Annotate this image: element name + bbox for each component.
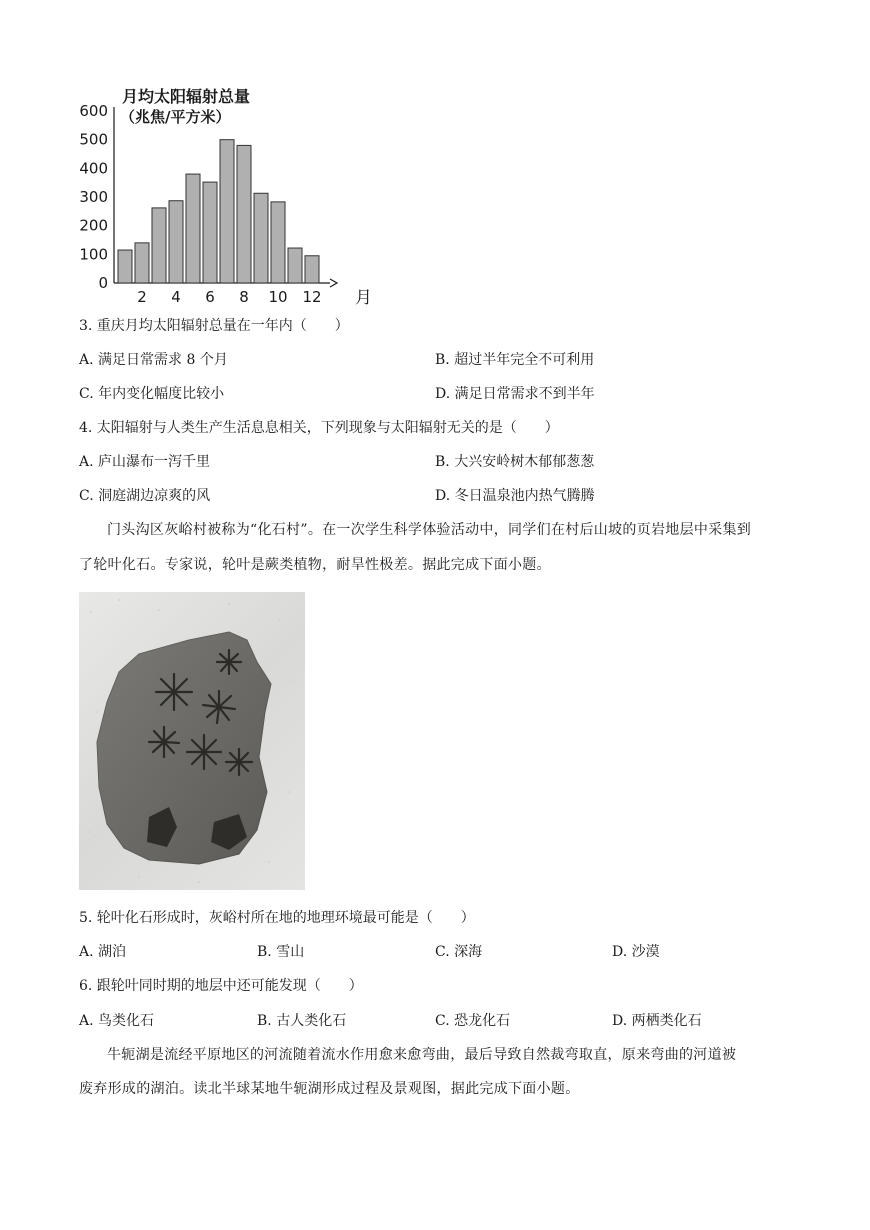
- bar-month-12: [305, 256, 319, 283]
- q4-option-b[interactable]: B. 大兴安岭树木郁郁葱葱: [435, 454, 595, 470]
- q4-option-c[interactable]: C. 洞庭湖边凉爽的风: [79, 488, 211, 504]
- q6-option-b[interactable]: B. 古人类化石: [257, 1013, 347, 1029]
- y-tick-label: 400: [79, 159, 108, 178]
- y-tick-label: 100: [79, 245, 108, 264]
- bar-month-1: [118, 250, 132, 283]
- q4-stem: 4. 太阳辐射与人类生产生活息息相关，下列现象与太阳辐射无关的是（ ）: [79, 420, 559, 436]
- q5-stem: 5. 轮叶化石形成时，灰峪村所在地的地理环境最可能是（ ）: [79, 910, 475, 926]
- solar-radiation-chart: [70, 86, 400, 308]
- chart-svg: [70, 86, 400, 308]
- x-tick-label: 12: [302, 288, 322, 306]
- intro-fossil-line1: 门头沟区灰峪村被称为“化石村”。在一次学生科学体验活动中，同学们在村后山坡的页岩地层中采集到: [107, 522, 752, 538]
- q3-option-b[interactable]: B. 超过半年完全不可利用: [435, 352, 595, 368]
- bar-month-5: [186, 174, 200, 283]
- intro-fossil-line2: 了轮叶化石。专家说，轮叶是蕨类植物，耐旱性极差。据此完成下面小题。: [79, 557, 551, 573]
- q3-stem: 3. 重庆月均太阳辐射总量在一年内（ ）: [79, 318, 349, 334]
- bar-month-6: [203, 182, 217, 283]
- y-tick-label: 500: [79, 130, 108, 149]
- q3-option-d[interactable]: D. 满足日常需求不到半年: [435, 386, 595, 402]
- q5-option-a[interactable]: A. 湖泊: [79, 944, 127, 960]
- y-tick-label: 600: [79, 102, 108, 120]
- x-tick-label: 8: [239, 288, 249, 306]
- q5-option-d[interactable]: D. 沙漠: [612, 944, 660, 960]
- y-tick-label: 300: [79, 188, 108, 206]
- x-tick-label: 6: [205, 288, 215, 306]
- x-tick-label: 4: [171, 288, 181, 306]
- intro-oxbow-line1: 牛轭湖是流经平原地区的河流随着流水作用愈来愈弯曲，最后导致自然裁弯取直，原来弯曲的河道被: [107, 1047, 737, 1063]
- chart-y-label: （兆焦/平方米）: [120, 108, 231, 126]
- bar-month-8: [237, 145, 251, 283]
- fossil-photo: [79, 592, 305, 890]
- q3-option-a[interactable]: A. 满足日常需求 8 个月: [79, 352, 228, 368]
- chart-x-label: 月: [355, 288, 372, 308]
- x-axis-arrow: [330, 279, 337, 287]
- chart-bars: [118, 140, 319, 283]
- fossil-image: [79, 592, 305, 890]
- bar-month-3: [152, 208, 166, 283]
- bar-month-4: [169, 201, 183, 283]
- q4-option-d[interactable]: D. 冬日温泉池内热气腾腾: [435, 488, 595, 504]
- chart-x-ticks: [137, 288, 321, 306]
- y-tick-label: 200: [79, 216, 108, 235]
- chart-title: 月均太阳辐射总量: [122, 87, 251, 106]
- q5-option-b[interactable]: B. 雪山: [257, 944, 305, 960]
- q6-option-d[interactable]: D. 两栖类化石: [612, 1013, 702, 1029]
- q3-option-c[interactable]: C. 年内变化幅度比较小: [79, 386, 225, 402]
- intro-oxbow-line2: 废弃形成的湖泊。读北半球某地牛轭湖形成过程及景观图，据此完成下面小题。: [79, 1081, 580, 1097]
- bar-month-11: [288, 248, 302, 283]
- bar-month-7: [220, 140, 234, 283]
- q6-stem: 6. 跟轮叶同时期的地层中还可能发现（ ）: [79, 978, 363, 994]
- y-tick-label: 0: [98, 274, 108, 292]
- q6-option-c[interactable]: C. 恐龙化石: [435, 1013, 511, 1029]
- x-tick-label: 10: [268, 288, 288, 306]
- bar-month-9: [254, 193, 268, 283]
- x-tick-label: 2: [137, 288, 147, 306]
- q5-option-c[interactable]: C. 深海: [435, 944, 483, 960]
- q6-option-a[interactable]: A. 鸟类化石: [79, 1013, 155, 1029]
- q4-option-a[interactable]: A. 庐山瀑布一泻千里: [79, 454, 211, 470]
- chart-y-ticks: [79, 102, 108, 292]
- bar-month-2: [135, 243, 149, 283]
- bar-month-10: [271, 202, 285, 283]
